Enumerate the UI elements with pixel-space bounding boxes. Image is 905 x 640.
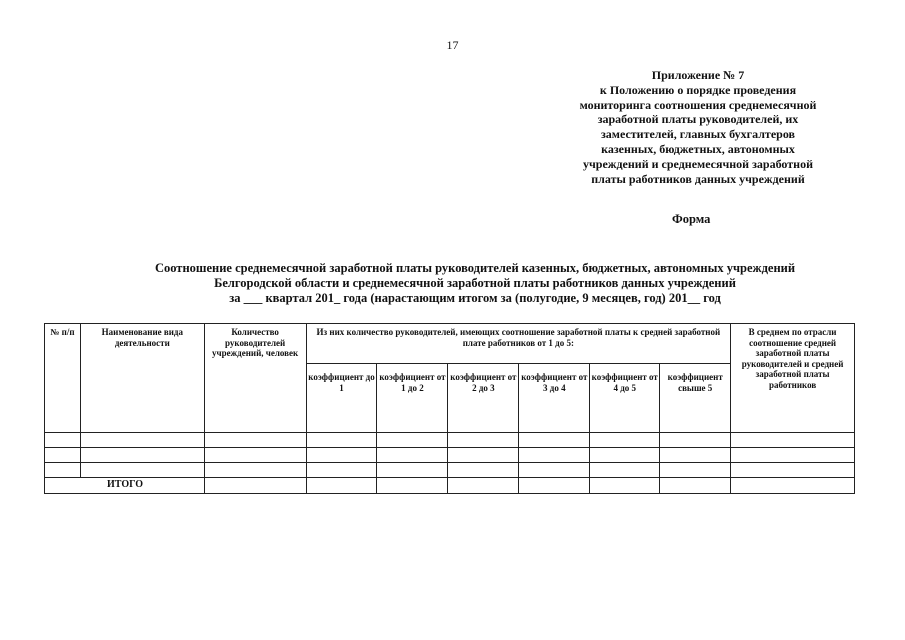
- table-cell[interactable]: [731, 478, 855, 494]
- table-cell[interactable]: [519, 448, 590, 463]
- title-line: Белгородской области и среднемесячной заработной платы работников данных учреждений: [214, 276, 736, 290]
- table-cell[interactable]: [731, 433, 855, 448]
- table-cell[interactable]: [45, 463, 81, 478]
- table-cell[interactable]: [590, 433, 660, 448]
- table-cell[interactable]: [448, 463, 519, 478]
- header-group: Из них количество руководителей, имеющих соотношение заработной платы к средней заработной плате работников от 1 до 5:: [306, 324, 731, 364]
- table-row: [45, 433, 855, 448]
- table-cell[interactable]: [519, 478, 590, 494]
- subheader-coef: коэффициент от 2 до 3: [448, 364, 519, 433]
- table-cell[interactable]: [660, 478, 731, 494]
- table-cell[interactable]: [306, 448, 377, 463]
- total-label: ИТОГО: [45, 478, 205, 494]
- table-cell[interactable]: [731, 448, 855, 463]
- header-count: Количество руководителей учреждений, человек: [204, 324, 306, 433]
- table-cell[interactable]: [660, 463, 731, 478]
- title-line: за ___ квартал 201_ года (нарастающим итогом за (полугодие, 9 месяцев, год) 201__ год: [229, 291, 721, 305]
- appendix-line: мониторинга соотношения среднемесячной: [579, 97, 817, 112]
- header-num: № п/п: [45, 324, 81, 433]
- table-cell[interactable]: [80, 433, 204, 448]
- table-cell[interactable]: [80, 463, 204, 478]
- table-cell[interactable]: [204, 463, 306, 478]
- report-table: [44, 323, 855, 494]
- table-cell[interactable]: [306, 433, 377, 448]
- title-line: Соотношение среднемесячной заработной платы руководителей казенных, бюджетных, автономных учреждений: [154, 261, 796, 275]
- table-cell[interactable]: [448, 433, 519, 448]
- table-cell[interactable]: [45, 433, 81, 448]
- appendix-line: платы работников данных учреждений: [591, 171, 805, 186]
- total-row: [45, 478, 855, 494]
- table-cell[interactable]: [590, 463, 660, 478]
- table-cell[interactable]: [377, 478, 448, 494]
- table-cell[interactable]: [590, 448, 660, 463]
- table-cell[interactable]: [519, 433, 590, 448]
- appendix-line: Приложение № 7: [651, 68, 745, 82]
- table-cell[interactable]: [448, 478, 519, 494]
- table-cell[interactable]: [660, 433, 731, 448]
- form-label: Форма: [672, 212, 711, 226]
- table-cell[interactable]: [80, 448, 204, 463]
- appendix-line: заместителей, главных бухгалтеров: [600, 127, 796, 142]
- page-number: 17: [446, 38, 459, 52]
- subheader-coef: коэффициент свыше 5: [660, 364, 731, 433]
- table-cell[interactable]: [204, 478, 306, 494]
- table-cell[interactable]: [306, 463, 377, 478]
- table-cell[interactable]: [519, 463, 590, 478]
- table-cell[interactable]: [45, 448, 81, 463]
- table-cell[interactable]: [660, 448, 731, 463]
- table-row: [45, 448, 855, 463]
- appendix-line: заработной платы руководителей, их: [597, 112, 799, 127]
- table-cell[interactable]: [448, 448, 519, 463]
- document-title: [95, 261, 855, 306]
- subheader-coef: коэффициент от 4 до 5: [590, 364, 660, 433]
- table-cell[interactable]: [377, 448, 448, 463]
- table-cell[interactable]: [306, 478, 377, 494]
- subheader-coef: коэффициент от 3 до 4: [519, 364, 590, 433]
- header-average: В среднем по отрасли соотношение средней заработной платы руководителей и средней заработной платы работников: [731, 324, 855, 433]
- table-cell[interactable]: [590, 478, 660, 494]
- table-cell[interactable]: [204, 433, 306, 448]
- table-cell[interactable]: [377, 463, 448, 478]
- table-cell[interactable]: [377, 433, 448, 448]
- appendix-line: учреждений и среднемесячной заработной: [583, 156, 813, 171]
- table-cell[interactable]: [731, 463, 855, 478]
- appendix-line: казенных, бюджетных, автономных: [601, 141, 795, 156]
- table-row: [45, 463, 855, 478]
- subheader-coef: коэффициент от 1 до 2: [377, 364, 448, 433]
- header-activity: Наименование вида деятельности: [80, 324, 204, 433]
- appendix-line: к Положению о порядке проведения: [599, 82, 797, 97]
- subheader-coef: коэффициент до 1: [306, 364, 377, 433]
- table-cell[interactable]: [204, 448, 306, 463]
- appendix-header: [550, 68, 846, 186]
